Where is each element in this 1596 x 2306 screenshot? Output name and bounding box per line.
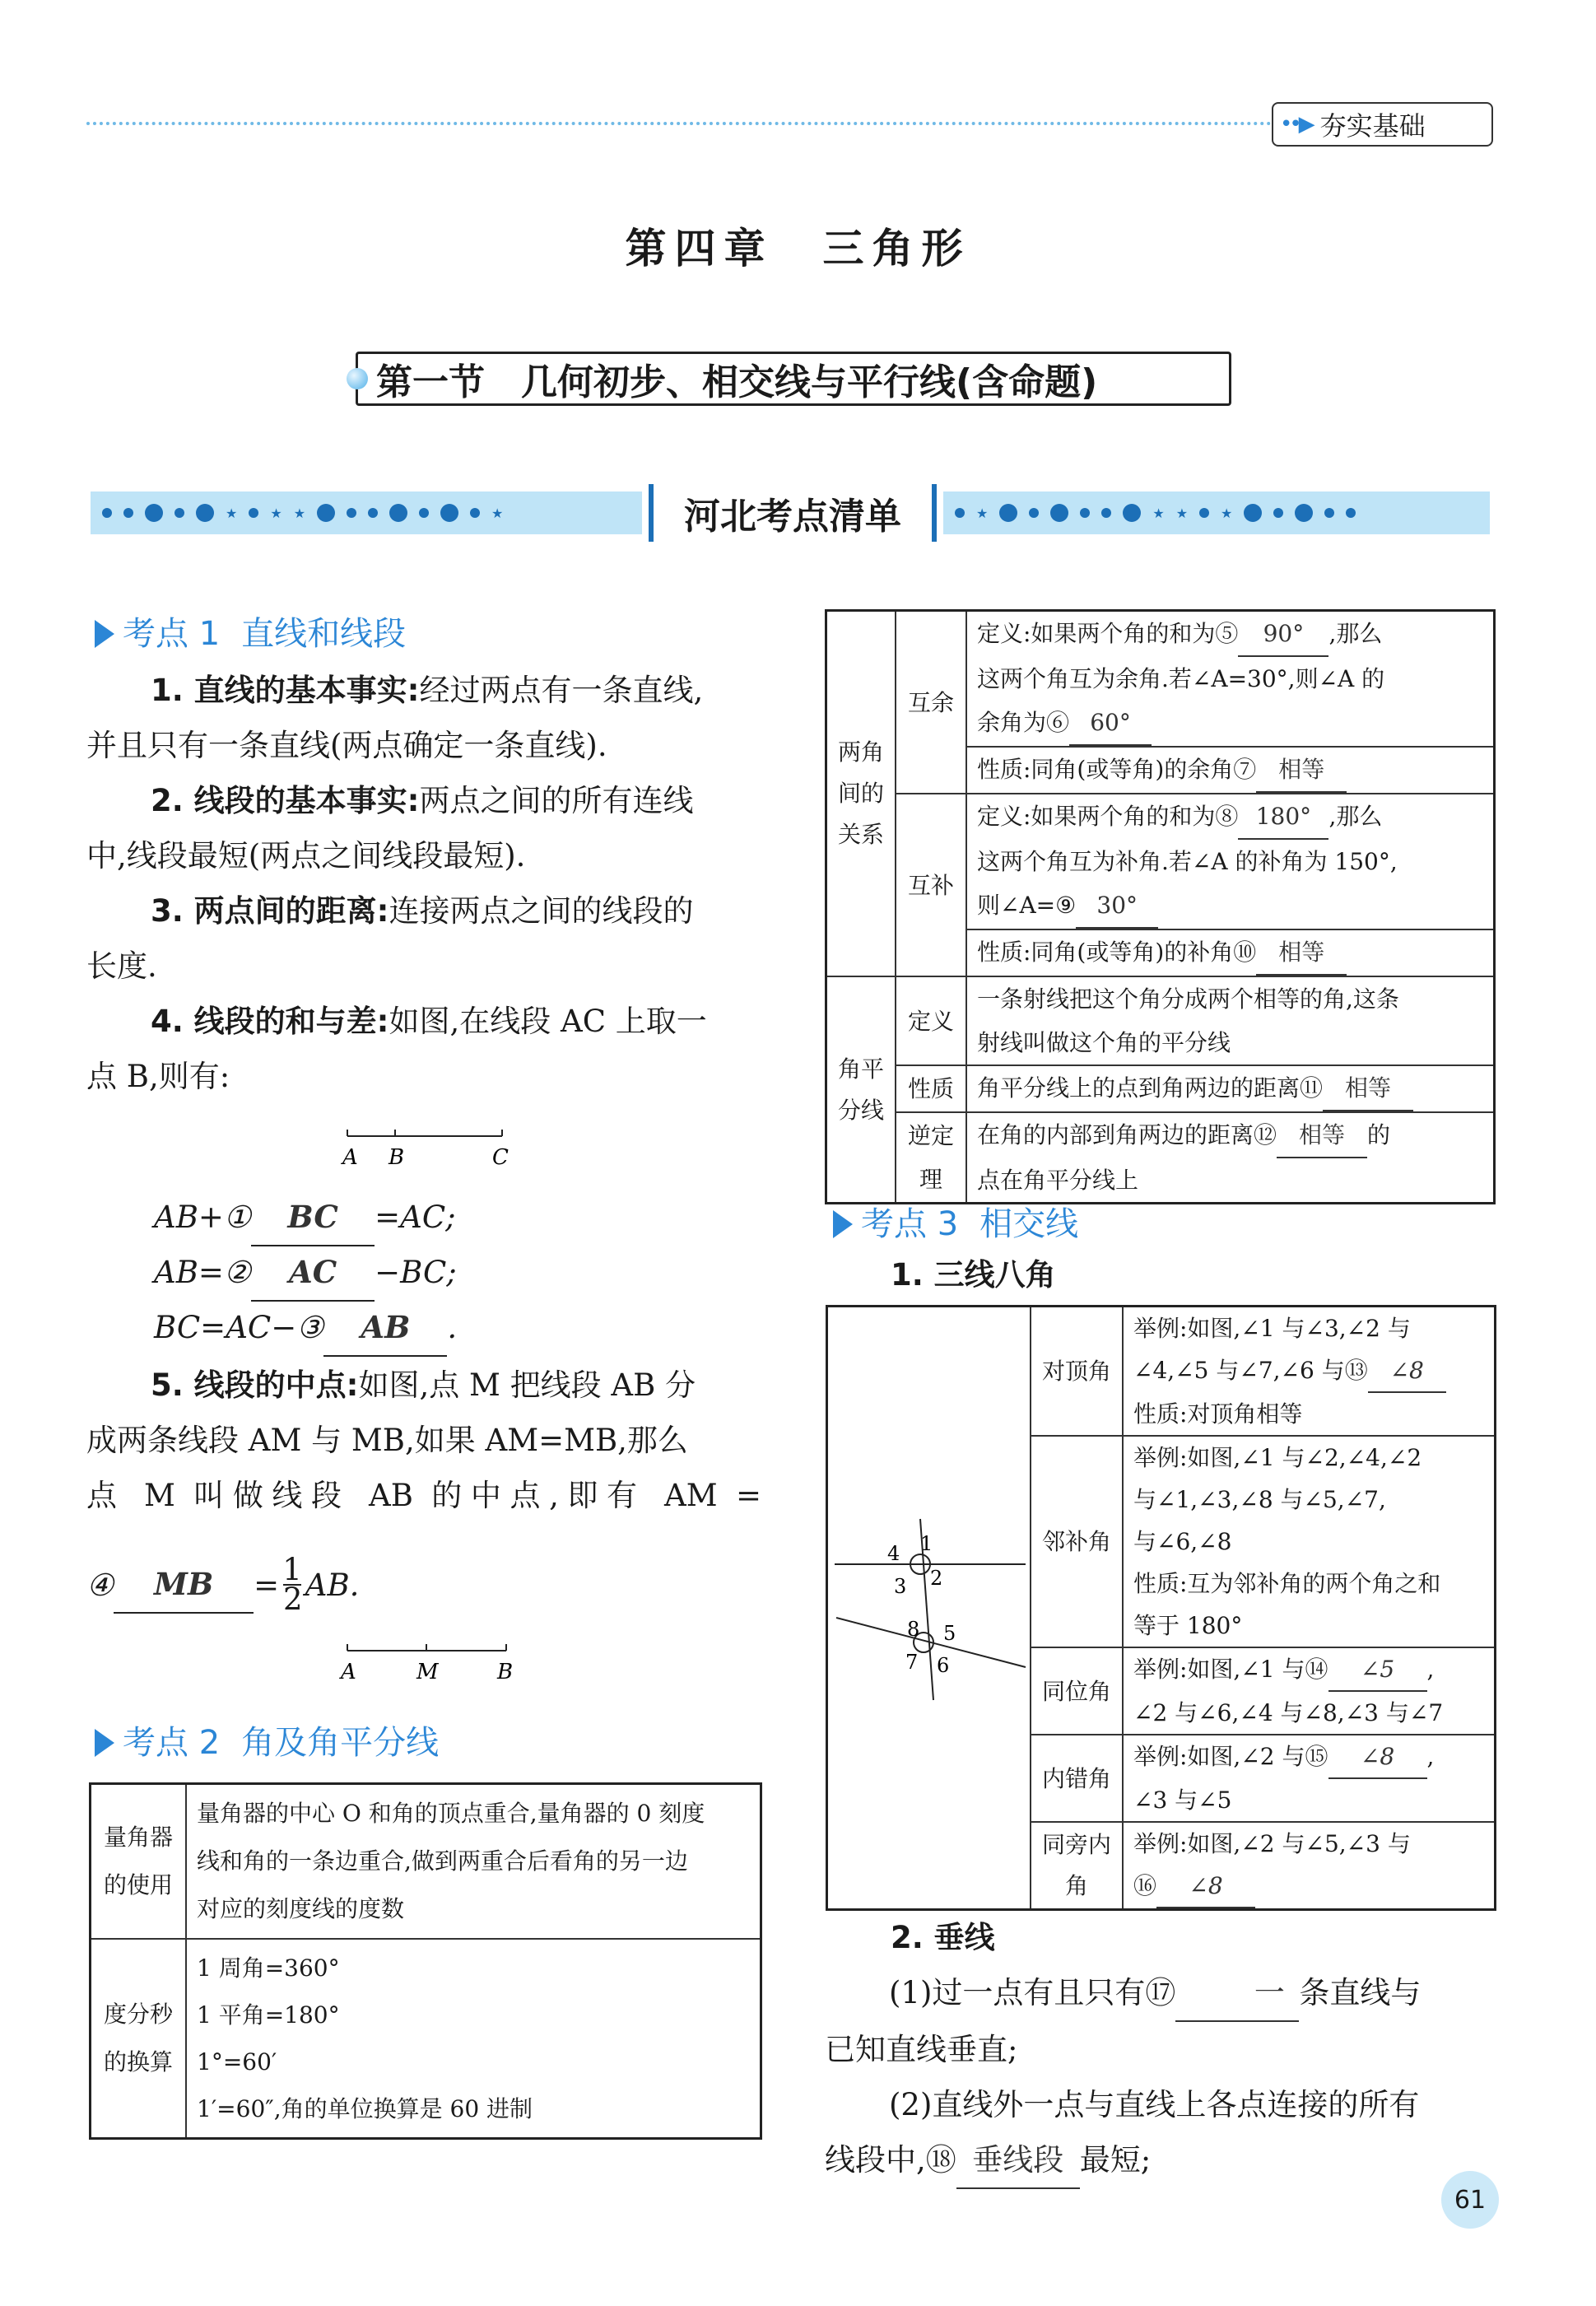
page-number: 61	[1441, 2171, 1499, 2229]
sub-head-cell: 逆定理	[896, 1112, 966, 1204]
angle-2-label: 2	[930, 1567, 943, 1590]
angle-7-label: 7	[905, 1651, 919, 1674]
eq3: BC=AC−③ AB .	[154, 1300, 457, 1357]
point-a-label: A	[341, 1660, 356, 1684]
answer-8: 180°	[1238, 794, 1328, 840]
table-cell: 性质:同角(或等角)的补角⑩ 相等	[966, 929, 1495, 976]
sub-head-cell: 性质	[896, 1065, 966, 1112]
eq2: AB=② AC −BC;	[154, 1245, 457, 1302]
answer-16: ∠8	[1156, 1865, 1255, 1908]
angle-3-label: 3	[894, 1575, 907, 1598]
answer-2: AC	[251, 1245, 375, 1302]
sub-heading: 2. 垂线	[891, 1920, 995, 1955]
eight-angles-table	[826, 1305, 1496, 1911]
sub-head-cell: 互补	[896, 794, 966, 976]
table-cell: 举例:如图,∠1 与∠2,∠4,∠2 与∠1,∠3,∠8 与∠5,∠7, 与∠6,∠8 性质:互为邻补角的两个角之和 等于 180°	[1123, 1436, 1496, 1647]
table-cell: 一条射线把这个角分成两个相等的角,这条 射线叫做这个角的平分线	[966, 976, 1495, 1065]
segment-abc-figure	[329, 1128, 527, 1177]
section-tag	[1272, 102, 1493, 147]
table-cell: 举例:如图,∠1 与∠3,∠2 与 ∠4,∠5 与∠7,∠6 与⑬ ∠8 性质:对顶角相等	[1123, 1307, 1496, 1437]
fraction-half: $\frac{1}{2}$	[282, 1552, 303, 1617]
point-b-label: B	[389, 1145, 405, 1170]
protractor-table	[89, 1782, 762, 2140]
answer-11: 相等	[1323, 1066, 1413, 1111]
eq1: AB+① BC =AC;	[154, 1190, 456, 1246]
row-head-cell: 对顶角	[1031, 1307, 1123, 1437]
double-arrow-icon: ••▶	[1280, 112, 1312, 137]
group-head-cell: 两角间的关系	[826, 611, 896, 977]
answer-1: BC	[251, 1190, 375, 1246]
answer-9: 30°	[1076, 883, 1158, 929]
answer-15: ∠8	[1328, 1735, 1427, 1779]
table-head-cell: 量角器的使用	[91, 1784, 187, 1940]
banner-title: 河北考点清单	[649, 484, 937, 542]
answer-12: 相等	[1277, 1113, 1367, 1158]
point-a-label: A	[342, 1145, 358, 1170]
angle-6-label: 6	[937, 1654, 950, 1677]
banner-right-decoration: ★ ★ ★ ★	[943, 491, 1490, 534]
section-title: 第一节 几何初步、相交线与平行线(含命题)	[376, 361, 1098, 403]
table-cell: 角平分线上的点到角两边的距离⑪ 相等	[966, 1065, 1495, 1112]
table-cell: 定义:如果两个角的和为⑧ 180° ,那么 这两个角互为补角.若∠A 的补角为 150°, 则∠A=⑨ 30°	[966, 794, 1495, 929]
answer-6: 60°	[1069, 701, 1152, 746]
table-cell: 举例:如图,∠2 与∠5,∠3 与 ⑯ ∠8	[1123, 1822, 1496, 1910]
point-m-label: M	[416, 1660, 439, 1684]
answer-13: ∠8	[1368, 1349, 1446, 1393]
answer-5: 90°	[1238, 612, 1328, 657]
angle-5-label: 5	[943, 1622, 956, 1645]
section-tag-label: 夯实基础	[1319, 110, 1426, 142]
point-c-label: C	[492, 1145, 509, 1170]
chapter-title: 第四章 三角形	[625, 224, 971, 273]
angle-8-label: 8	[907, 1618, 920, 1641]
table-row	[91, 1784, 761, 1940]
figure-cell	[827, 1307, 1031, 1910]
table-head-cell: 度分秒的换算	[91, 1939, 187, 2139]
angle-relations-table	[825, 609, 1496, 1204]
table-row	[91, 1939, 761, 2139]
table-cell: 定义:如果两个角的和为⑤ 90° ,那么 这两个角互为余角.若∠A=30°,则∠A 的 余角为⑥ 60°	[966, 611, 1495, 748]
angle-1-label: 1	[920, 1532, 933, 1555]
three-lines-figure	[828, 1313, 1030, 1889]
kd1-paragraphs: 1. 直线的基本事实:经过两点有一条直线, 并且只有一条直线(两点确定一条直线). 2. 线段的基本事实:两点之间的所有连线 中,线段最短(两点之间线段最短). 3. 两点间的距离:连接两点之间的线段的 长度. 4. 线段的和与差:如图,在线段 AC 上取一 点 B,则有:	[86, 673, 707, 1094]
triangle-marker-icon	[95, 1729, 114, 1757]
row-head-cell: 邻补角	[1031, 1436, 1123, 1647]
header-dotted-rule	[86, 122, 1272, 125]
table-cell: 量角器的中心 O 和角的顶点重合,量角器的 0 刻度 线和角的一条边重合,做到两重合后看角的另一边 对应的刻度线的度数	[186, 1784, 761, 1940]
sub-head-cell: 定义	[896, 976, 966, 1065]
table-cell: 举例:如图,∠2 与⑮ ∠8 , ∠3 与∠5	[1123, 1735, 1496, 1822]
section-title-box	[356, 352, 1231, 406]
eq4: ④ MB = $\frac{1}{2}$ AB.	[86, 1552, 360, 1617]
kd2-heading: 考点 2 角及角平分线	[95, 1717, 439, 1763]
kd1-midpoint-paragraph: 5. 线段的中点:如图,点 M 把线段 AB 分 成两条线段 AM 与 MB,如果 AM=MB,那么 点 M 叫做线段 AB 的中点,即有 AM =	[86, 1367, 761, 1513]
perpendicular-paragraphs: (1)过一点有且只有⑰ 一 条直线与 已知直线垂直; (2)直线外一点与直线上各点连接的所有 线段中,⑱ 垂线段 最短;	[825, 1965, 1500, 2189]
segment-amb-figure	[329, 1642, 527, 1692]
answer-18: 垂线段	[956, 2132, 1080, 2189]
group-head-cell: 角平分线	[826, 976, 896, 1204]
point-b-label: B	[497, 1660, 514, 1684]
kd1-heading: 考点 1 直线和线段	[95, 608, 406, 655]
table-cell: 性质:同角(或等角)的余角⑦ 相等	[966, 747, 1495, 794]
answer-4: MB	[114, 1557, 254, 1614]
row-head-cell: 同位角	[1031, 1647, 1123, 1735]
answer-3: AB	[323, 1300, 447, 1357]
banner-left-decoration: ★ ★ ★ ★	[91, 491, 642, 534]
answer-10: 相等	[1256, 930, 1347, 976]
answer-7: 相等	[1256, 748, 1347, 793]
bullet-ball-icon	[347, 368, 368, 389]
answer-17: 一	[1175, 1965, 1299, 2022]
table-cell: 1 周角=360° 1 平角=180° 1°=60′ 1′=60″,角的单位换算是 60 进制	[186, 1939, 761, 2139]
sub-heading: 1. 三线八角	[891, 1257, 1056, 1293]
kd3-heading: 考点 3 相交线	[833, 1198, 1078, 1245]
row-head-cell: 内错角	[1031, 1735, 1123, 1822]
triangle-marker-icon	[95, 620, 114, 648]
angle-4-label: 4	[887, 1542, 900, 1565]
triangle-marker-icon	[833, 1210, 853, 1238]
table-cell: 在角的内部到角两边的距离⑫ 相等 的 点在角平分线上	[966, 1112, 1495, 1204]
row-head-cell: 同旁内角	[1031, 1822, 1123, 1910]
sub-head-cell: 互余	[896, 611, 966, 794]
table-cell: 举例:如图,∠1 与⑭ ∠5 , ∠2 与∠6,∠4 与∠8,∠3 与∠7	[1123, 1647, 1496, 1735]
answer-14: ∠5	[1328, 1648, 1427, 1692]
